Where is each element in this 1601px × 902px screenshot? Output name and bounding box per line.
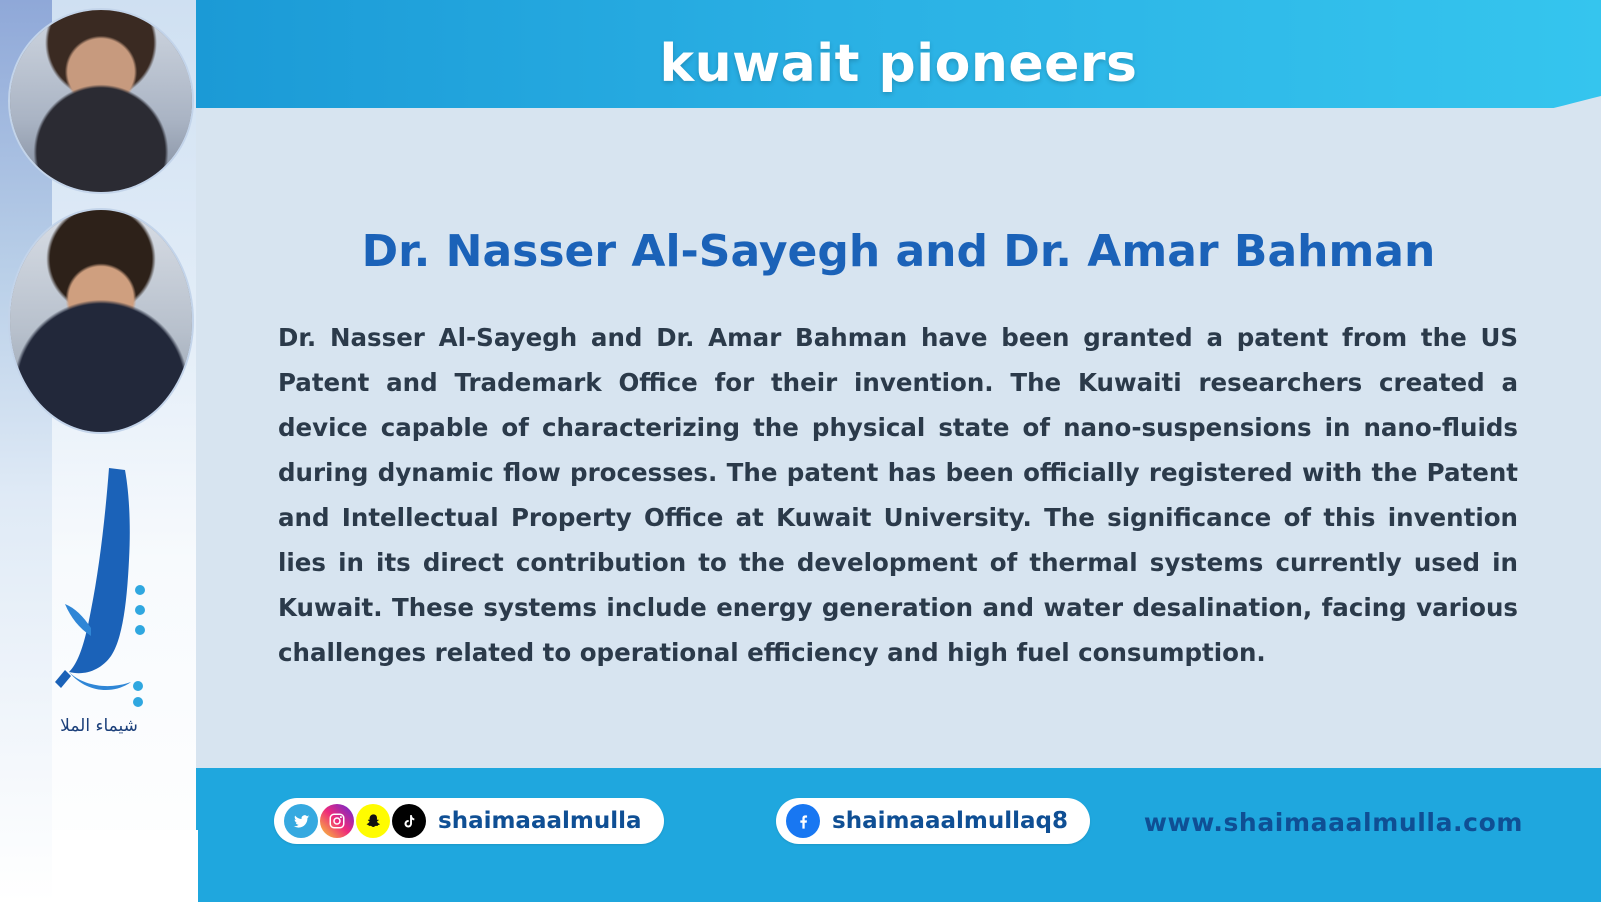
brand-logo [0, 450, 198, 830]
footer-bar [196, 768, 1601, 902]
portrait-dr-amar-bahman [8, 208, 194, 434]
calligraphy-logo-icon [39, 450, 159, 710]
article-title: Dr. Nasser Al-Sayegh and Dr. Amar Bahman [361, 226, 1436, 277]
article-body: Dr. Nasser Al-Sayegh and Dr. Amar Bahman have been granted a patent from the US Patent and Trademark Office for their invention. The Kuwaiti researchers created a device capable of characterizing the physical state of nano-suspensions in nano-fluids during dynamic flow processes. The patent has been officially registered with the Patent and Intellectual Property Office at Kuwait University. The significance of this invention lies in its direct contribution to the development of thermal systems currently used in Kuwait. These systems include energy generation and water desalination, facing various challenges related to operational efficiency and high fuel consumption. [278, 323, 1518, 667]
portrait-dr-nasser-al-sayegh [8, 8, 194, 194]
social-handles-pill[interactable] [274, 798, 664, 844]
page-title: kuwait pioneers [659, 34, 1138, 94]
sidebar [0, 0, 198, 902]
facebook-icon[interactable] [786, 804, 820, 838]
facebook-handle-text: shaimaaalmullaq8 [832, 808, 1068, 834]
content-panel [196, 108, 1601, 768]
tiktok-icon[interactable] [392, 804, 426, 838]
portrait-image [10, 210, 192, 432]
footer-sidebar-white-block [52, 830, 198, 902]
instagram-icon[interactable] [320, 804, 354, 838]
twitter-icon[interactable] [284, 804, 318, 838]
portrait-image [10, 10, 192, 192]
website-url[interactable]: www.shaimaaalmulla.com [1143, 808, 1523, 837]
social-handle-text: shaimaaalmulla [438, 808, 642, 834]
snapchat-icon[interactable] [356, 804, 390, 838]
brand-name-arabic: شيماء الملا [60, 716, 138, 736]
facebook-handle-pill[interactable] [776, 798, 1090, 844]
